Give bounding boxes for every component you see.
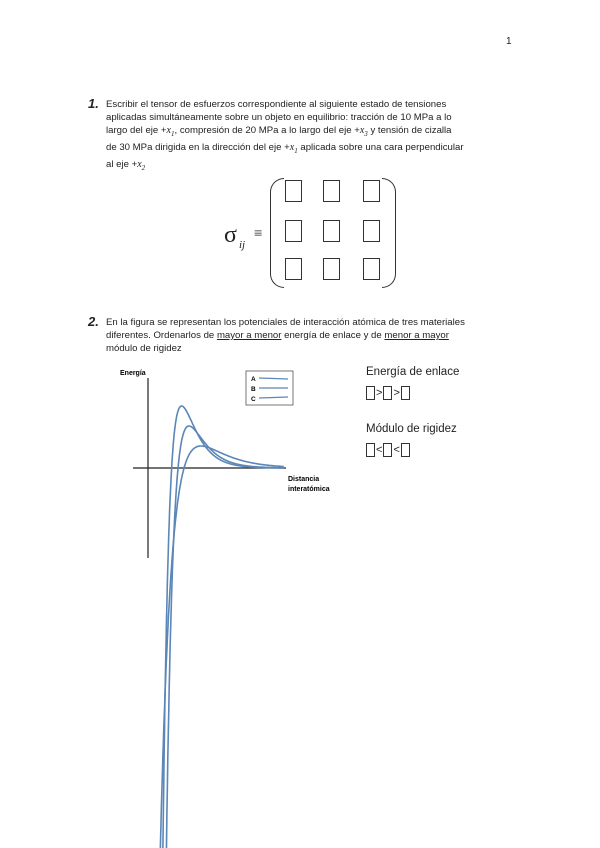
stiffness-op-2: < [393, 444, 400, 456]
stiffness-heading: Módulo de rigidez [366, 423, 457, 435]
q1-line-5: al eje $+x_2$ [106, 158, 146, 172]
page-number: 1 [506, 36, 512, 47]
energy-order [366, 386, 410, 400]
q2-line-3: módulo de rigidez [106, 343, 182, 354]
stiffness-box-3[interactable] [401, 443, 410, 457]
sigma-subscript: ij [239, 239, 246, 251]
q1-line-2: aplicadas simultáneamente sobre un objeto en equilibrio: tracción de 10 MPa a lo [106, 112, 452, 123]
question-2-number: 2. [88, 314, 99, 329]
energy-box-2[interactable] [383, 386, 392, 400]
legend-label-a: A [251, 376, 256, 383]
energy-op-1: > [376, 387, 383, 399]
curve-c [156, 406, 283, 848]
curve-a [153, 446, 284, 848]
question-1-number: 1. [88, 96, 99, 111]
q1-line-1: Escribir el tensor de esfuerzos correspondiente al siguiente estado de tensiones [106, 99, 447, 110]
energy-heading: Energía de enlace [366, 366, 460, 378]
x-axis-label-line-1: Distancia [288, 476, 320, 483]
stiffness-box-2[interactable] [383, 443, 392, 457]
y-axis-label: Energía [120, 370, 146, 377]
energy-box-3[interactable] [401, 386, 410, 400]
q1-line-3: largo del eje $+x_1$, compresión de 20 MPa a lo largo del eje $+x_3$ y tensión de cizalla [106, 125, 452, 138]
legend-label-b: B [251, 386, 256, 393]
energy-op-2: > [393, 387, 400, 399]
sigma-symbol: σ [224, 222, 237, 248]
q2-line-2: diferentes. Ordenarlos de mayor a menor energía de enlace y de menor a mayor [106, 330, 449, 341]
stiffness-box-1[interactable] [366, 443, 375, 457]
equivalence-symbol: ≡ [254, 226, 263, 242]
energy-box-1[interactable] [366, 386, 375, 400]
legend-label-c: C [251, 396, 256, 403]
q1-line-4: de 30 MPa dirigida en la dirección del eje $+x_1$ aplicada sobre una cara perpendicular [106, 141, 464, 155]
stiffness-op-1: < [376, 444, 383, 456]
stiffness-order [366, 443, 410, 457]
q2-line-1: En la figura se representan los potenciales de interacción atómica de tres materiales [106, 317, 465, 328]
curve-b [155, 426, 284, 848]
x-axis-label-line-2: interatómica [288, 486, 330, 493]
